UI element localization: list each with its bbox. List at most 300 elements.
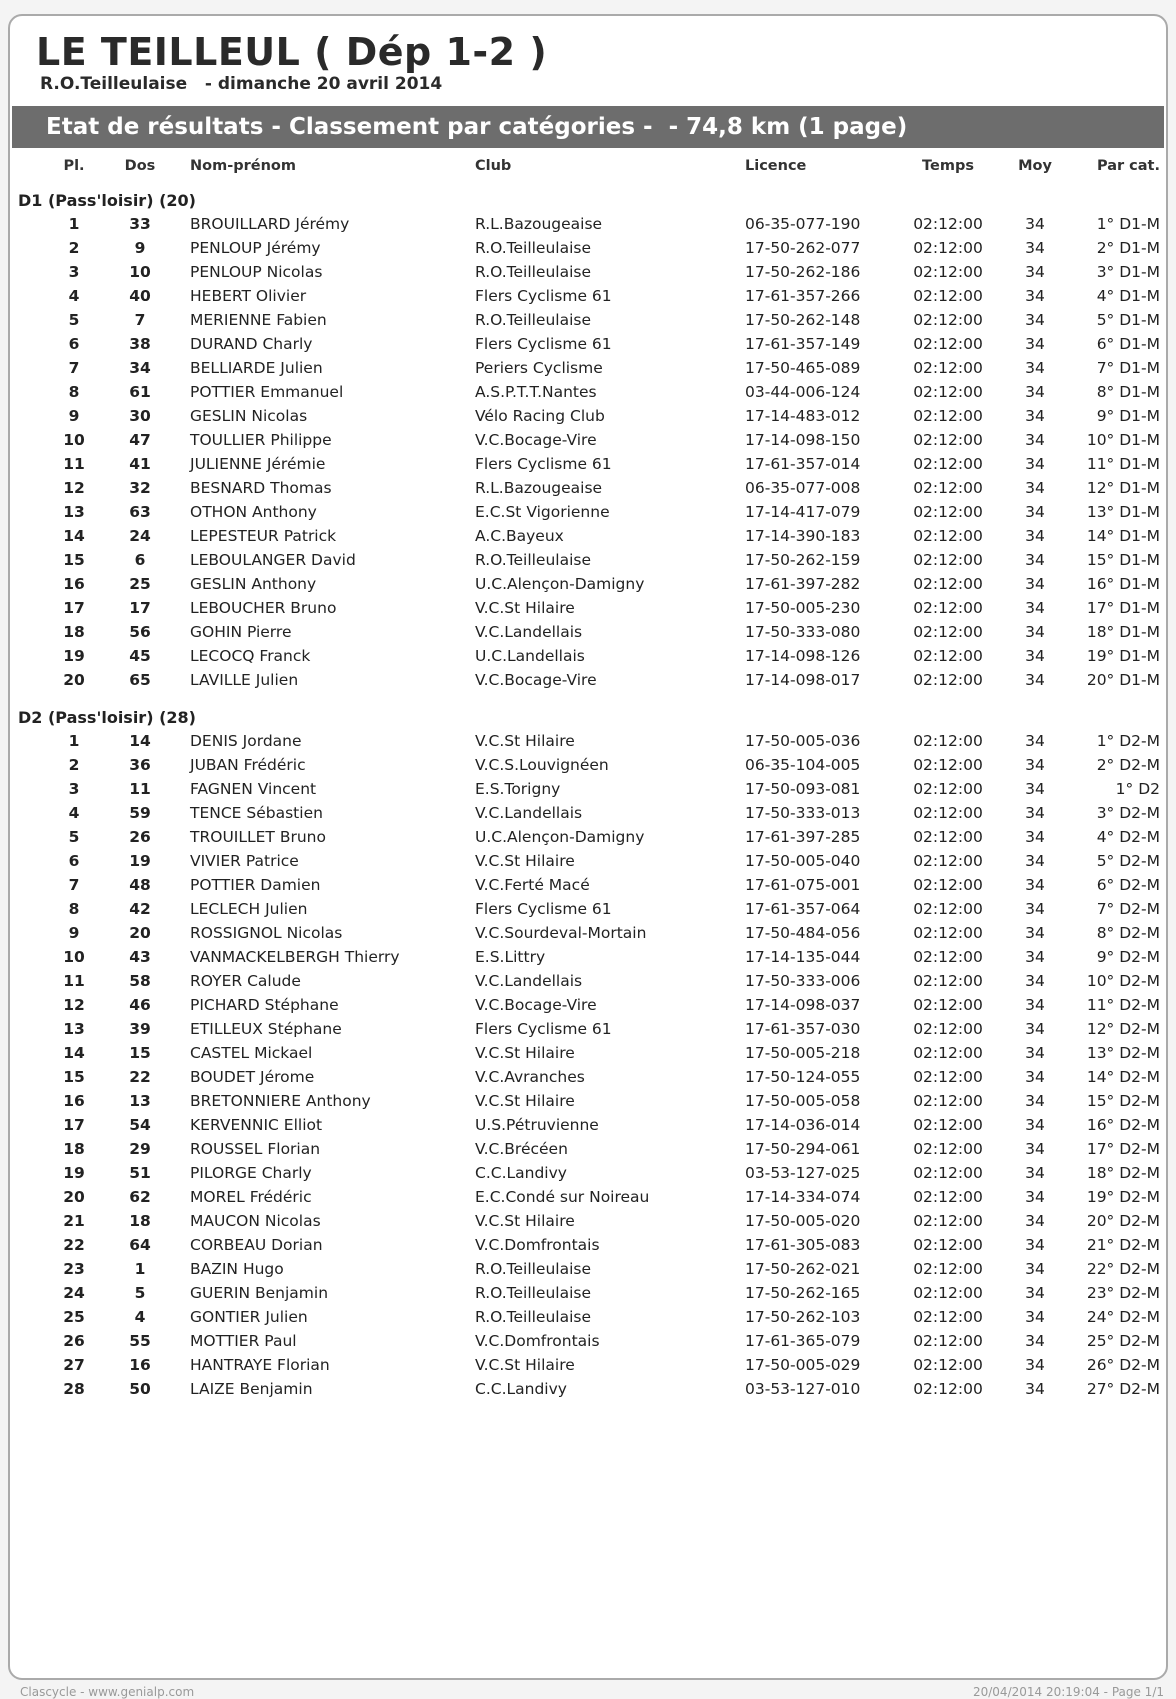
club-cell: R.O.Teilleulaise bbox=[475, 551, 592, 569]
table-row bbox=[10, 876, 1170, 900]
licence-cell: 06-35-077-190 bbox=[745, 215, 861, 233]
average-cell: 34 bbox=[1025, 671, 1045, 689]
club-cell: E.C.St Vigorienne bbox=[475, 503, 610, 521]
table-row bbox=[10, 1044, 1170, 1068]
time-cell: 02:12:00 bbox=[913, 1236, 983, 1254]
average-cell: 34 bbox=[1025, 383, 1045, 401]
page-subtitle: R.O.Teilleulaise - dimanche 20 avril 2014 bbox=[40, 74, 443, 94]
category-rank-cell: 19° D1-M bbox=[1086, 647, 1160, 665]
category-rank-cell: 6° D2-M bbox=[1096, 876, 1160, 894]
category-rank-cell: 18° D1-M bbox=[1086, 623, 1160, 641]
bib-cell: 19 bbox=[129, 852, 151, 870]
bib-cell: 55 bbox=[129, 1332, 151, 1350]
licence-cell: 17-61-357-030 bbox=[745, 1020, 861, 1038]
rider-name-cell: CORBEAU Dorian bbox=[190, 1236, 323, 1254]
table-row bbox=[10, 239, 1170, 263]
time-cell: 02:12:00 bbox=[913, 575, 983, 593]
club-cell: V.C.Ferté Macé bbox=[475, 876, 590, 894]
club-cell: U.S.Pétruvienne bbox=[475, 1116, 599, 1134]
category-rank-cell: 26° D2-M bbox=[1086, 1356, 1160, 1374]
category-rank-cell: 20° D2-M bbox=[1086, 1212, 1160, 1230]
average-cell: 34 bbox=[1025, 575, 1045, 593]
category-rank-cell: 1° D2 bbox=[1115, 780, 1160, 798]
rider-name-cell: FAGNEN Vincent bbox=[190, 780, 317, 798]
rider-name-cell: PENLOUP Nicolas bbox=[190, 263, 323, 281]
average-cell: 34 bbox=[1025, 780, 1045, 798]
club-cell: Flers Cyclisme 61 bbox=[475, 900, 612, 918]
rider-name-cell: PILORGE Charly bbox=[190, 1164, 312, 1182]
bib-cell: 64 bbox=[129, 1236, 151, 1254]
category-rank-cell: 18° D2-M bbox=[1086, 1164, 1160, 1182]
club-cell: V.C.Landellais bbox=[475, 804, 583, 822]
licence-cell: 17-50-262-165 bbox=[745, 1284, 861, 1302]
average-cell: 34 bbox=[1025, 1068, 1045, 1086]
place-cell: 23 bbox=[63, 1260, 85, 1278]
rider-name-cell: MERIENNE Fabien bbox=[190, 311, 327, 329]
time-cell: 02:12:00 bbox=[913, 1092, 983, 1110]
place-cell: 19 bbox=[63, 1164, 85, 1182]
time-cell: 02:12:00 bbox=[913, 431, 983, 449]
club-cell: V.C.Avranches bbox=[475, 1068, 585, 1086]
table-row bbox=[10, 900, 1170, 924]
bib-cell: 11 bbox=[129, 780, 151, 798]
category-rank-cell: 17° D2-M bbox=[1086, 1140, 1160, 1158]
licence-cell: 17-50-005-020 bbox=[745, 1212, 861, 1230]
time-cell: 02:12:00 bbox=[913, 1308, 983, 1326]
category-rank-cell: 22° D2-M bbox=[1086, 1260, 1160, 1278]
average-cell: 34 bbox=[1025, 996, 1045, 1014]
table-row bbox=[10, 1116, 1170, 1140]
licence-cell: 17-50-262-148 bbox=[745, 311, 861, 329]
club-cell: V.C.Landellais bbox=[475, 972, 583, 990]
bib-cell: 20 bbox=[129, 924, 151, 942]
licence-cell: 17-50-294-061 bbox=[745, 1140, 861, 1158]
bib-cell: 65 bbox=[129, 671, 151, 689]
category-rank-cell: 1° D1-M bbox=[1096, 215, 1160, 233]
place-cell: 4 bbox=[68, 287, 80, 305]
bib-cell: 50 bbox=[129, 1380, 151, 1398]
category-rank-cell: 13° D1-M bbox=[1086, 503, 1160, 521]
rider-name-cell: LEBOULANGER David bbox=[190, 551, 356, 569]
table-row bbox=[10, 1020, 1170, 1044]
rider-name-cell: POTTIER Emmanuel bbox=[190, 383, 344, 401]
table-row bbox=[10, 335, 1170, 359]
table-row bbox=[10, 828, 1170, 852]
time-cell: 02:12:00 bbox=[913, 287, 983, 305]
table-row bbox=[10, 1140, 1170, 1164]
time-cell: 02:12:00 bbox=[913, 335, 983, 353]
table-row bbox=[10, 756, 1170, 780]
rider-name-cell: LECLECH Julien bbox=[190, 900, 308, 918]
place-cell: 11 bbox=[63, 455, 85, 473]
rider-name-cell: BAZIN Hugo bbox=[190, 1260, 284, 1278]
rider-name-cell: GUERIN Benjamin bbox=[190, 1284, 329, 1302]
category-rank-cell: 25° D2-M bbox=[1086, 1332, 1160, 1350]
place-cell: 2 bbox=[68, 756, 80, 774]
table-row bbox=[10, 1380, 1170, 1404]
average-cell: 34 bbox=[1025, 407, 1045, 425]
time-cell: 02:12:00 bbox=[913, 1380, 983, 1398]
bib-cell: 32 bbox=[129, 479, 151, 497]
licence-cell: 17-14-098-150 bbox=[745, 431, 861, 449]
licence-cell: 17-50-005-036 bbox=[745, 732, 861, 750]
category-rank-cell: 23° D2-M bbox=[1086, 1284, 1160, 1302]
time-cell: 02:12:00 bbox=[913, 383, 983, 401]
bib-cell: 16 bbox=[129, 1356, 151, 1374]
rider-name-cell: BROUILLARD Jérémy bbox=[190, 215, 350, 233]
place-cell: 22 bbox=[63, 1236, 85, 1254]
time-cell: 02:12:00 bbox=[913, 924, 983, 942]
bib-cell: 56 bbox=[129, 623, 151, 641]
rider-name-cell: KERVENNIC Elliot bbox=[190, 1116, 323, 1134]
time-cell: 02:12:00 bbox=[913, 1332, 983, 1350]
licence-cell: 17-50-333-080 bbox=[745, 623, 861, 641]
rider-name-cell: ETILLEUX Stéphane bbox=[190, 1020, 342, 1038]
place-cell: 9 bbox=[68, 924, 80, 942]
licence-cell: 17-61-075-001 bbox=[745, 876, 861, 894]
average-cell: 34 bbox=[1025, 455, 1045, 473]
category-rank-cell: 16° D1-M bbox=[1086, 575, 1160, 593]
licence-cell: 17-14-390-183 bbox=[745, 527, 861, 545]
average-cell: 34 bbox=[1025, 527, 1045, 545]
bib-cell: 38 bbox=[129, 335, 151, 353]
club-cell: R.O.Teilleulaise bbox=[475, 1308, 592, 1326]
rider-name-cell: GESLIN Anthony bbox=[190, 575, 317, 593]
time-cell: 02:12:00 bbox=[913, 263, 983, 281]
club-cell: R.O.Teilleulaise bbox=[475, 1284, 592, 1302]
time-cell: 02:12:00 bbox=[913, 1260, 983, 1278]
average-cell: 34 bbox=[1025, 287, 1045, 305]
place-cell: 19 bbox=[63, 647, 85, 665]
bib-cell: 24 bbox=[129, 527, 151, 545]
licence-cell: 17-14-098-126 bbox=[745, 647, 861, 665]
bib-cell: 30 bbox=[129, 407, 151, 425]
club-cell: R.O.Teilleulaise bbox=[475, 311, 592, 329]
club-cell: V.C.Landellais bbox=[475, 623, 583, 641]
time-cell: 02:12:00 bbox=[913, 551, 983, 569]
rider-name-cell: ROYER Calude bbox=[190, 972, 301, 990]
average-cell: 34 bbox=[1025, 1308, 1045, 1326]
category-rank-cell: 7° D1-M bbox=[1096, 359, 1160, 377]
bib-cell: 39 bbox=[129, 1020, 151, 1038]
time-cell: 02:12:00 bbox=[913, 1164, 983, 1182]
licence-cell: 17-14-334-074 bbox=[745, 1188, 861, 1206]
place-cell: 20 bbox=[63, 1188, 85, 1206]
average-cell: 34 bbox=[1025, 948, 1045, 966]
time-cell: 02:12:00 bbox=[913, 876, 983, 894]
licence-cell: 17-50-262-186 bbox=[745, 263, 861, 281]
table-row bbox=[10, 924, 1170, 948]
time-cell: 02:12:00 bbox=[913, 972, 983, 990]
licence-cell: 06-35-077-008 bbox=[745, 479, 861, 497]
average-cell: 34 bbox=[1025, 732, 1045, 750]
bib-cell: 59 bbox=[129, 804, 151, 822]
rider-name-cell: GESLIN Nicolas bbox=[190, 407, 308, 425]
time-cell: 02:12:00 bbox=[913, 599, 983, 617]
rider-name-cell: PENLOUP Jérémy bbox=[190, 239, 321, 257]
category-rank-cell: 11° D1-M bbox=[1086, 455, 1160, 473]
place-cell: 1 bbox=[68, 215, 80, 233]
rider-name-cell: HEBERT Olivier bbox=[190, 287, 307, 305]
bib-cell: 41 bbox=[129, 455, 151, 473]
rider-name-cell: LEBOUCHER Bruno bbox=[190, 599, 337, 617]
bib-cell: 36 bbox=[129, 756, 151, 774]
time-cell: 02:12:00 bbox=[913, 756, 983, 774]
club-cell: V.C.Domfrontais bbox=[475, 1332, 600, 1350]
rider-name-cell: DENIS Jordane bbox=[190, 732, 302, 750]
licence-cell: 17-61-357-149 bbox=[745, 335, 861, 353]
bib-cell: 6 bbox=[134, 551, 146, 569]
table-row bbox=[10, 1092, 1170, 1116]
club-cell: R.O.Teilleulaise bbox=[475, 1260, 592, 1278]
place-cell: 4 bbox=[68, 804, 80, 822]
table-row bbox=[10, 407, 1170, 431]
column-header-dos: Dos bbox=[124, 158, 156, 174]
results-banner: Etat de résultats - Classement par catégories - - 74,8 km (1 page) bbox=[12, 106, 1164, 148]
place-cell: 5 bbox=[68, 828, 80, 846]
place-cell: 3 bbox=[68, 780, 80, 798]
results-sheet bbox=[8, 14, 1168, 1680]
rider-name-cell: PICHARD Stéphane bbox=[190, 996, 339, 1014]
time-cell: 02:12:00 bbox=[913, 671, 983, 689]
bib-cell: 48 bbox=[129, 876, 151, 894]
category-rank-cell: 10° D2-M bbox=[1086, 972, 1160, 990]
place-cell: 12 bbox=[63, 996, 85, 1014]
category-rank-cell: 5° D1-M bbox=[1096, 311, 1160, 329]
club-cell: C.C.Landivy bbox=[475, 1164, 567, 1182]
section-title: D2 (Pass'loisir) (28) bbox=[18, 708, 196, 727]
place-cell: 11 bbox=[63, 972, 85, 990]
place-cell: 2 bbox=[68, 239, 80, 257]
place-cell: 18 bbox=[63, 1140, 85, 1158]
rider-name-cell: GONTIER Julien bbox=[190, 1308, 308, 1326]
club-cell: Flers Cyclisme 61 bbox=[475, 335, 612, 353]
bib-cell: 63 bbox=[129, 503, 151, 521]
category-rank-cell: 9° D2-M bbox=[1096, 948, 1160, 966]
licence-cell: 17-50-005-029 bbox=[745, 1356, 861, 1374]
table-row bbox=[10, 1260, 1170, 1284]
category-rank-cell: 3° D1-M bbox=[1096, 263, 1160, 281]
bib-cell: 47 bbox=[129, 431, 151, 449]
place-cell: 14 bbox=[63, 527, 85, 545]
time-cell: 02:12:00 bbox=[913, 311, 983, 329]
table-row bbox=[10, 263, 1170, 287]
rider-name-cell: BESNARD Thomas bbox=[190, 479, 332, 497]
club-cell: R.O.Teilleulaise bbox=[475, 239, 592, 257]
club-cell: V.C.St Hilaire bbox=[475, 852, 575, 870]
bib-cell: 22 bbox=[129, 1068, 151, 1086]
average-cell: 34 bbox=[1025, 1116, 1045, 1134]
time-cell: 02:12:00 bbox=[913, 1188, 983, 1206]
club-cell: U.C.Alençon-Damigny bbox=[475, 828, 645, 846]
average-cell: 34 bbox=[1025, 311, 1045, 329]
place-cell: 18 bbox=[63, 623, 85, 641]
time-cell: 02:12:00 bbox=[913, 479, 983, 497]
column-header-pl: Pl. bbox=[63, 158, 85, 174]
average-cell: 34 bbox=[1025, 335, 1045, 353]
licence-cell: 17-61-357-064 bbox=[745, 900, 861, 918]
club-cell: E.S.Littry bbox=[475, 948, 546, 966]
category-rank-cell: 1° D2-M bbox=[1096, 732, 1160, 750]
rider-name-cell: LAVILLE Julien bbox=[190, 671, 299, 689]
bib-cell: 18 bbox=[129, 1212, 151, 1230]
category-rank-cell: 9° D1-M bbox=[1096, 407, 1160, 425]
place-cell: 15 bbox=[63, 551, 85, 569]
rider-name-cell: TOULLIER Philippe bbox=[190, 431, 332, 449]
column-header-temps: Temps bbox=[922, 158, 974, 174]
category-rank-cell: 24° D2-M bbox=[1086, 1308, 1160, 1326]
place-cell: 17 bbox=[63, 1116, 85, 1134]
table-row bbox=[10, 311, 1170, 335]
time-cell: 02:12:00 bbox=[913, 503, 983, 521]
place-cell: 15 bbox=[63, 1068, 85, 1086]
bib-cell: 40 bbox=[129, 287, 151, 305]
licence-cell: 17-50-005-040 bbox=[745, 852, 861, 870]
average-cell: 34 bbox=[1025, 551, 1045, 569]
club-cell: C.C.Landivy bbox=[475, 1380, 567, 1398]
table-row bbox=[10, 455, 1170, 479]
club-cell: Flers Cyclisme 61 bbox=[475, 1020, 612, 1038]
footer-left: Clascycle - www.genialp.com bbox=[20, 1685, 195, 1699]
rider-name-cell: DURAND Charly bbox=[190, 335, 313, 353]
category-rank-cell: 5° D2-M bbox=[1096, 852, 1160, 870]
licence-cell: 17-14-417-079 bbox=[745, 503, 861, 521]
licence-cell: 17-50-093-081 bbox=[745, 780, 861, 798]
bib-cell: 54 bbox=[129, 1116, 151, 1134]
place-cell: 7 bbox=[68, 876, 80, 894]
average-cell: 34 bbox=[1025, 431, 1045, 449]
table-row bbox=[10, 623, 1170, 647]
category-rank-cell: 14° D1-M bbox=[1086, 527, 1160, 545]
time-cell: 02:12:00 bbox=[913, 1068, 983, 1086]
licence-cell: 17-50-262-021 bbox=[745, 1260, 861, 1278]
bib-cell: 45 bbox=[129, 647, 151, 665]
time-cell: 02:12:00 bbox=[913, 1284, 983, 1302]
licence-cell: 17-14-036-014 bbox=[745, 1116, 861, 1134]
licence-cell: 17-61-357-266 bbox=[745, 287, 861, 305]
licence-cell: 17-50-262-159 bbox=[745, 551, 861, 569]
licence-cell: 17-14-098-037 bbox=[745, 996, 861, 1014]
average-cell: 34 bbox=[1025, 647, 1045, 665]
club-cell: E.S.Torigny bbox=[475, 780, 561, 798]
time-cell: 02:12:00 bbox=[913, 780, 983, 798]
average-cell: 34 bbox=[1025, 804, 1045, 822]
bib-cell: 29 bbox=[129, 1140, 151, 1158]
category-rank-cell: 16° D2-M bbox=[1086, 1116, 1160, 1134]
bib-cell: 14 bbox=[129, 732, 151, 750]
column-header-moy: Moy bbox=[1018, 158, 1052, 174]
column-header-cat: Par cat. bbox=[1096, 158, 1160, 174]
place-cell: 6 bbox=[68, 335, 80, 353]
place-cell: 5 bbox=[68, 311, 80, 329]
average-cell: 34 bbox=[1025, 1140, 1045, 1158]
table-row bbox=[10, 972, 1170, 996]
table-row bbox=[10, 732, 1170, 756]
rider-name-cell: LECOCQ Franck bbox=[190, 647, 311, 665]
category-rank-cell: 17° D1-M bbox=[1086, 599, 1160, 617]
average-cell: 34 bbox=[1025, 1044, 1045, 1062]
table-row bbox=[10, 996, 1170, 1020]
rider-name-cell: MOTTIER Paul bbox=[190, 1332, 297, 1350]
club-cell: A.C.Bayeux bbox=[475, 527, 564, 545]
table-row bbox=[10, 551, 1170, 575]
average-cell: 34 bbox=[1025, 1020, 1045, 1038]
table-row bbox=[10, 359, 1170, 383]
place-cell: 17 bbox=[63, 599, 85, 617]
category-rank-cell: 12° D1-M bbox=[1086, 479, 1160, 497]
place-cell: 3 bbox=[68, 263, 80, 281]
club-cell: R.O.Teilleulaise bbox=[475, 263, 592, 281]
place-cell: 24 bbox=[63, 1284, 85, 1302]
club-cell: R.L.Bazougeaise bbox=[475, 215, 603, 233]
rider-name-cell: GOHIN Pierre bbox=[190, 623, 292, 641]
average-cell: 34 bbox=[1025, 263, 1045, 281]
club-cell: V.C.Sourdeval-Mortain bbox=[475, 924, 647, 942]
time-cell: 02:12:00 bbox=[913, 948, 983, 966]
place-cell: 14 bbox=[63, 1044, 85, 1062]
club-cell: V.C.S.Louvignéen bbox=[475, 756, 609, 774]
time-cell: 02:12:00 bbox=[913, 215, 983, 233]
average-cell: 34 bbox=[1025, 359, 1045, 377]
rider-name-cell: ROUSSEL Florian bbox=[190, 1140, 321, 1158]
time-cell: 02:12:00 bbox=[913, 623, 983, 641]
average-cell: 34 bbox=[1025, 599, 1045, 617]
average-cell: 34 bbox=[1025, 828, 1045, 846]
table-row bbox=[10, 1164, 1170, 1188]
table-row bbox=[10, 1284, 1170, 1308]
column-header-row bbox=[10, 158, 1170, 182]
licence-cell: 03-44-006-124 bbox=[745, 383, 861, 401]
average-cell: 34 bbox=[1025, 924, 1045, 942]
bib-cell: 1 bbox=[134, 1260, 146, 1278]
licence-cell: 17-61-357-014 bbox=[745, 455, 861, 473]
licence-cell: 17-61-365-079 bbox=[745, 1332, 861, 1350]
average-cell: 34 bbox=[1025, 1380, 1045, 1398]
average-cell: 34 bbox=[1025, 972, 1045, 990]
average-cell: 34 bbox=[1025, 1092, 1045, 1110]
category-rank-cell: 2° D1-M bbox=[1096, 239, 1160, 257]
club-cell: V.C.Brécéen bbox=[475, 1140, 568, 1158]
bib-cell: 5 bbox=[134, 1284, 146, 1302]
bib-cell: 4 bbox=[134, 1308, 146, 1326]
average-cell: 34 bbox=[1025, 623, 1045, 641]
place-cell: 7 bbox=[68, 359, 80, 377]
bib-cell: 25 bbox=[129, 575, 151, 593]
time-cell: 02:12:00 bbox=[913, 1116, 983, 1134]
table-row bbox=[10, 671, 1170, 695]
average-cell: 34 bbox=[1025, 479, 1045, 497]
licence-cell: 06-35-104-005 bbox=[745, 756, 861, 774]
time-cell: 02:12:00 bbox=[913, 1020, 983, 1038]
table-row bbox=[10, 804, 1170, 828]
club-cell: V.C.St Hilaire bbox=[475, 1092, 575, 1110]
average-cell: 34 bbox=[1025, 852, 1045, 870]
club-cell: R.L.Bazougeaise bbox=[475, 479, 603, 497]
place-cell: 20 bbox=[63, 671, 85, 689]
table-row bbox=[10, 479, 1170, 503]
average-cell: 34 bbox=[1025, 1284, 1045, 1302]
time-cell: 02:12:00 bbox=[913, 1140, 983, 1158]
place-cell: 21 bbox=[63, 1212, 85, 1230]
rider-name-cell: MAUCON Nicolas bbox=[190, 1212, 321, 1230]
licence-cell: 17-50-333-006 bbox=[745, 972, 861, 990]
place-cell: 9 bbox=[68, 407, 80, 425]
table-row bbox=[10, 503, 1170, 527]
place-cell: 16 bbox=[63, 1092, 85, 1110]
bib-cell: 34 bbox=[129, 359, 151, 377]
place-cell: 6 bbox=[68, 852, 80, 870]
licence-cell: 17-50-484-056 bbox=[745, 924, 861, 942]
